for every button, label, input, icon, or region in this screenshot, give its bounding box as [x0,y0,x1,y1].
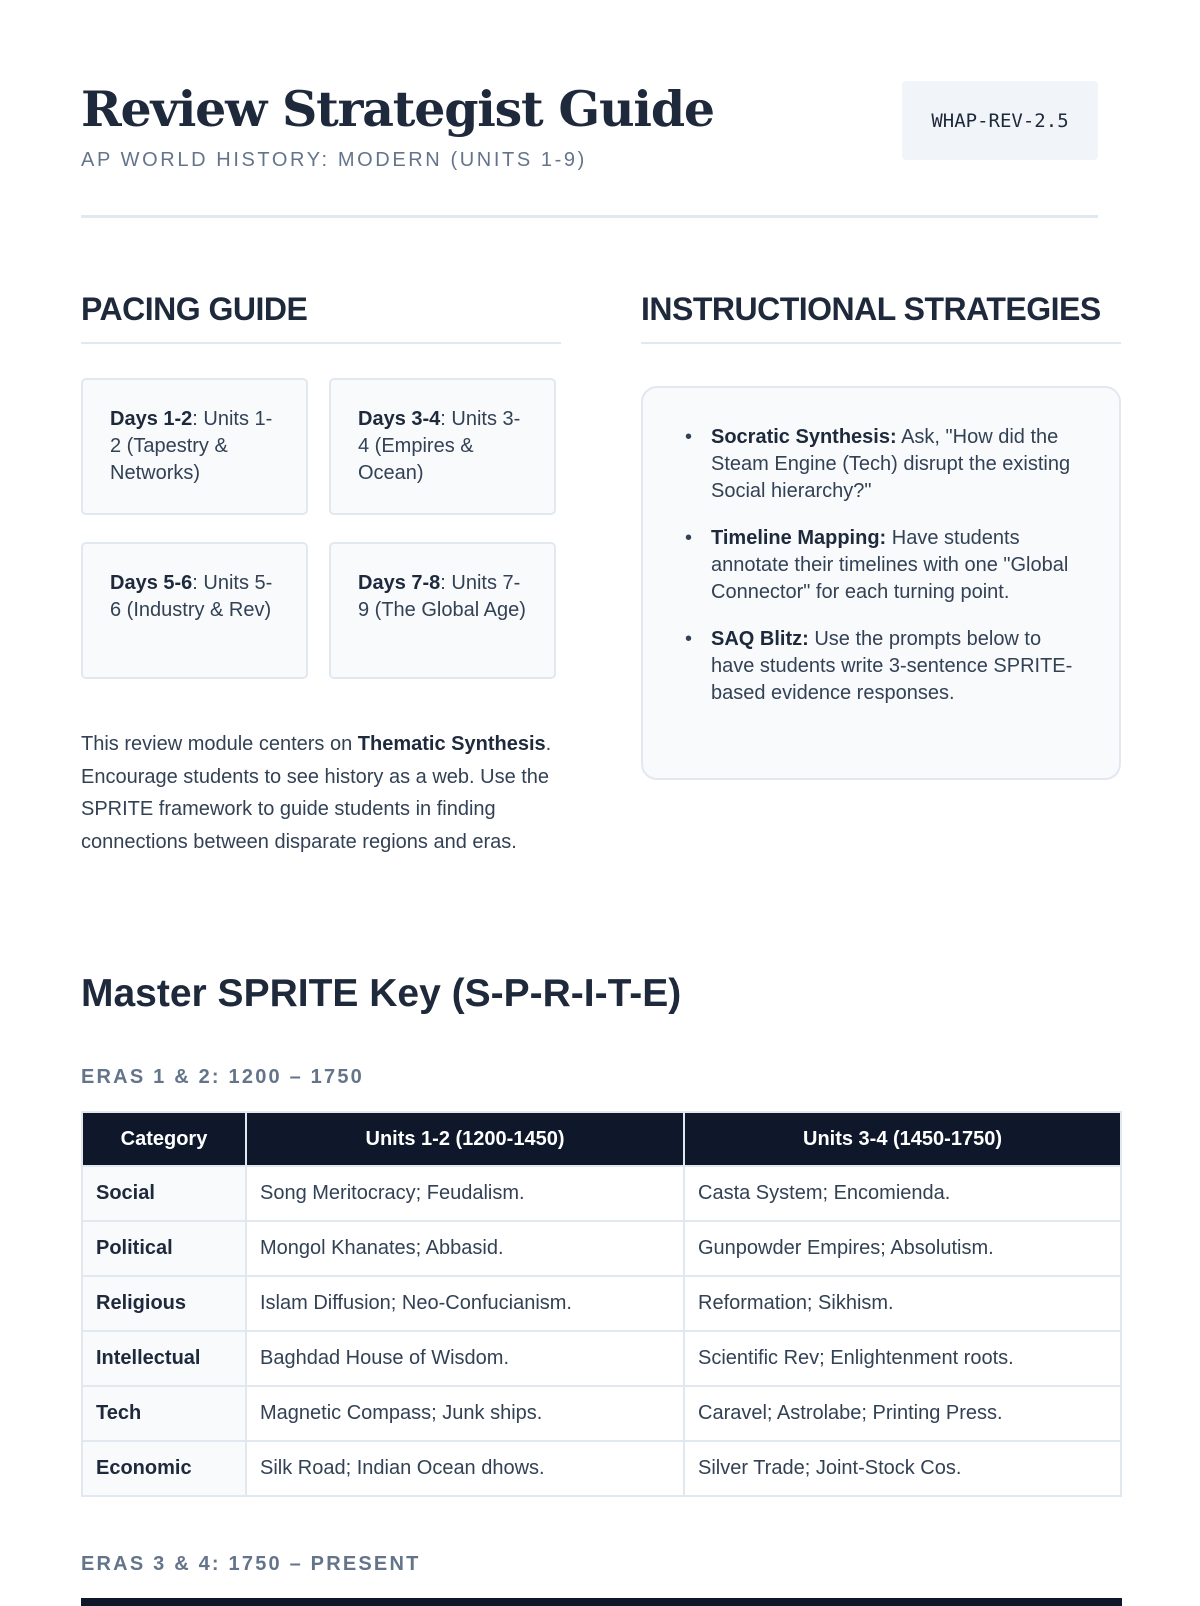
page-subtitle: AP WORLD HISTORY: MODERN (UNITS 1-9) [81,149,587,171]
pacing-card-days-1-2 [81,378,308,515]
sprite-table-eras-1-2 [81,1111,1122,1497]
table-cell: Magnetic Compass; Junk ships. [246,1386,684,1441]
pacing-card-days-7-8 [329,542,556,679]
pacing-card-days: Days 3-4 [358,408,441,430]
bullet-icon: • [685,628,693,650]
table-cell: Silver Trade; Joint-Stock Cos. [684,1441,1121,1496]
strategy-text: Ask, "How did the Steam Engine (Tech) disrupt the existing Social hierarchy?" [711,426,1071,502]
sprite-table-eras-3-4-header [81,1598,1122,1606]
table-row [82,1331,1121,1386]
category-cell: Tech [82,1386,246,1441]
pacing-card-days-3-4 [329,378,556,515]
strategy-text: Use the prompts below to have students write 3-sentence SPRITE-based evidence responses. [711,628,1073,704]
pacing-card-units: : Units 7-9 (The Global Age) [358,572,526,621]
bullet-icon: • [685,527,693,549]
table-cell: Reformation; Sikhism. [684,1276,1121,1331]
table-row [82,1441,1121,1496]
era-3-4-label: ERAS 3 & 4: 1750 – PRESENT [81,1553,421,1575]
intro-emphasis: Thematic Synthesis [357,733,546,755]
intro-text-end: . Encourage students to see history as a web. Use the SPRITE framework to guide students in finding connections between disparate regions and eras. [81,733,552,853]
category-cell: Economic [82,1441,246,1496]
table-cell: Islam Diffusion; Neo-Confucianism. [246,1276,684,1331]
table-cell: Baghdad House of Wisdom. [246,1331,684,1386]
table-row [82,1386,1121,1441]
table-cell: Casta System; Encomienda. [684,1166,1121,1221]
category-cell: Religious [82,1276,246,1331]
pacing-card-days-5-6 [81,542,308,679]
pacing-card-days: Days 1-2 [110,408,193,430]
column-header-units-1-2: Units 1-2 (1200-1450) [246,1112,684,1166]
table-cell: Gunpowder Empires; Absolutism. [684,1221,1121,1276]
strategy-item [683,626,1079,707]
two-column-section [81,218,1101,918]
document-code-badge: WHAP-REV-2.5 [902,81,1098,160]
strategy-item [683,424,1079,505]
pacing-guide-heading: PACING GUIDE [81,289,561,344]
page-header [81,0,1098,218]
strategy-text: Have students annotate their timelines with one "Global Connector" for each turning point. [711,527,1069,603]
strategy-label: Timeline Mapping: [711,527,887,549]
strategies-box [641,386,1121,780]
category-cell: Social [82,1166,246,1221]
instructional-strategies-heading: INSTRUCTIONAL STRATEGIES [641,289,1121,344]
column-header-units-3-4: Units 3-4 (1450-1750) [684,1112,1121,1166]
pacing-card-days: Days 7-8 [358,572,441,594]
table-header-row [82,1112,1121,1166]
table-cell: Song Meritocracy; Feudalism. [246,1166,684,1221]
strategy-label: Socratic Synthesis: [711,426,897,448]
table-row [82,1221,1121,1276]
table-row [82,1166,1121,1221]
category-cell: Intellectual [82,1331,246,1386]
category-cell: Political [82,1221,246,1276]
table-cell: Scientific Rev; Enlightenment roots. [684,1331,1121,1386]
pacing-card-units: : Units 1-2 (Tapestry & Networks) [110,408,273,484]
table-row [82,1276,1121,1331]
table-cell: Mongol Khanates; Abbasid. [246,1221,684,1276]
strategy-item [683,525,1079,606]
intro-text-start: This review module centers on [81,733,358,755]
pacing-card-units: : Units 5-6 (Industry & Rev) [110,572,273,621]
era-1-2-label: ERAS 1 & 2: 1200 – 1750 [81,1066,364,1088]
sprite-key-title: Master SPRITE Key (S-P-R-I-T-E) [81,972,682,1015]
strategy-label: SAQ Blitz: [711,628,809,650]
bullet-icon: • [685,426,693,448]
pacing-card-units: : Units 3-4 (Empires & Ocean) [358,408,521,484]
table-cell: Silk Road; Indian Ocean dhows. [246,1441,684,1496]
page-title: Review Strategist Guide [81,80,714,138]
table-cell: Caravel; Astrolabe; Printing Press. [684,1386,1121,1441]
module-intro-paragraph [81,728,561,858]
column-header-category: Category [82,1112,246,1166]
pacing-card-days: Days 5-6 [110,572,193,594]
